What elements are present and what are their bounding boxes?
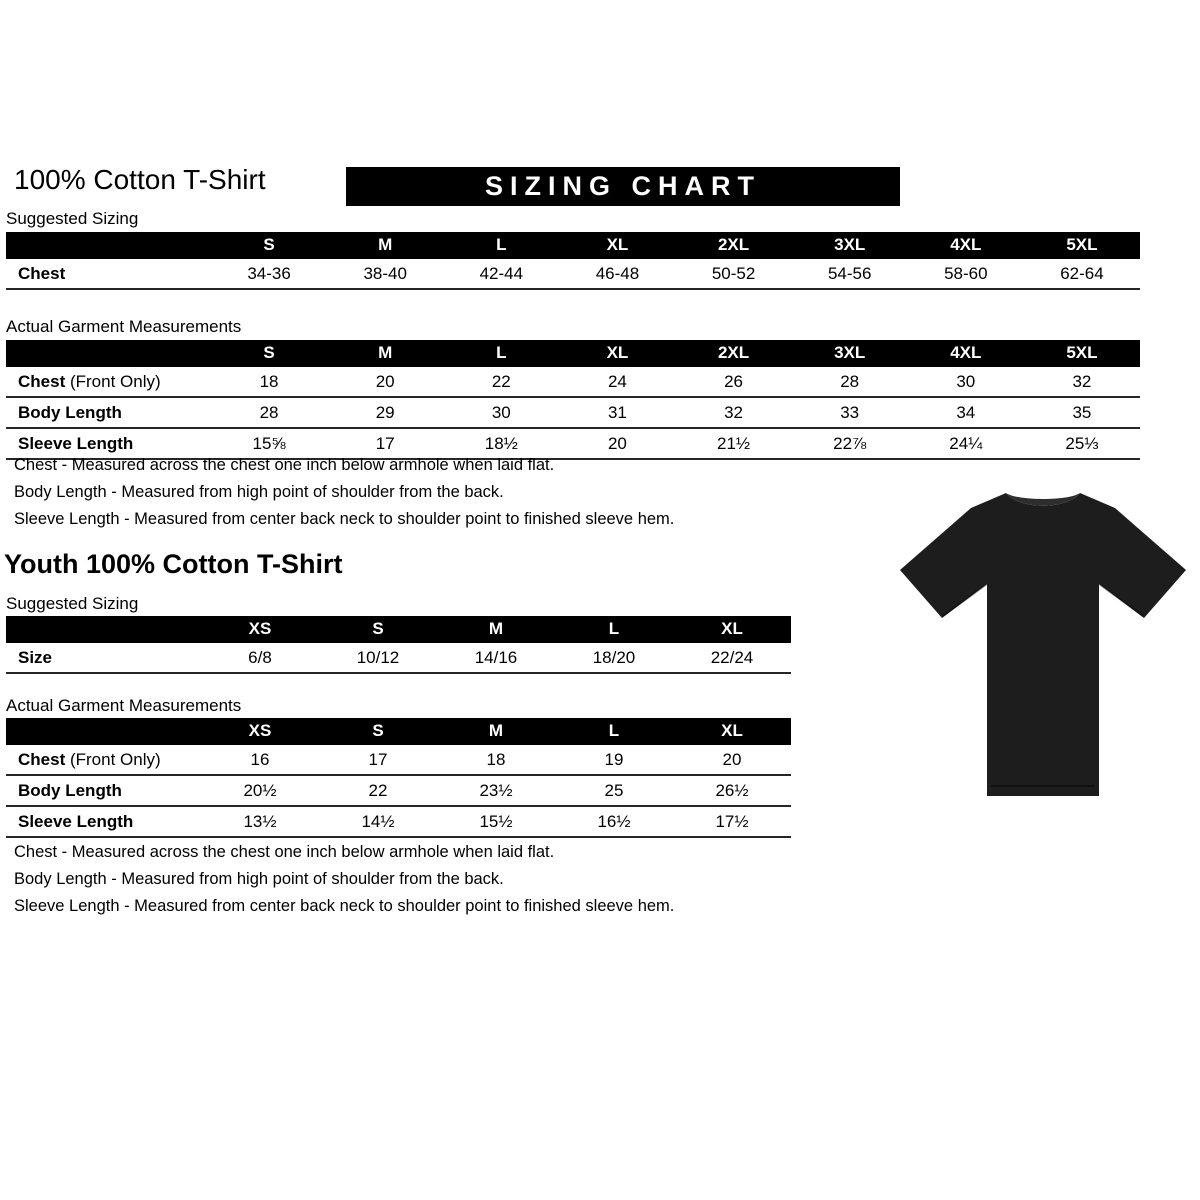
table-header-cell: 3XL	[792, 340, 908, 367]
sizing-chart-banner	[346, 167, 900, 206]
table-cell: 14½	[361, 812, 395, 831]
table-cell: 50-52	[711, 264, 756, 283]
table-cell: 34	[956, 403, 976, 422]
table-header-cell: XL	[559, 232, 675, 259]
table-cell: 16½	[597, 812, 631, 831]
size-table	[6, 340, 1140, 460]
youth-actual-measurements-label: Actual Garment Measurements	[6, 696, 242, 715]
table-cell: 26½	[715, 781, 749, 800]
table-cell: 17	[375, 434, 395, 453]
table-header-cell: XL	[559, 340, 675, 367]
table-cell: 10/12	[356, 648, 400, 667]
table-header-cell: M	[437, 718, 555, 745]
table-cell: 20½	[243, 781, 277, 800]
table-cell: 16	[250, 750, 270, 769]
table-cell: 20	[375, 372, 395, 391]
row-label: Chest (Front Only)	[18, 750, 161, 769]
table-header-cell: XS	[201, 718, 319, 745]
youth-note-chest: Chest - Measured across the chest one inch below armhole when laid flat.	[14, 843, 555, 861]
table-header-row	[6, 718, 791, 745]
table-cell: 15⅝	[252, 434, 286, 453]
tshirt-image	[893, 474, 1193, 806]
youth-note-sleeve-length: Sleeve Length - Measured from center back neck to shoulder point to finished sleeve hem.	[14, 897, 675, 915]
youth-actual-measurements-table	[6, 718, 791, 838]
table-cell: 28	[259, 403, 279, 422]
youth-section-title: Youth 100% Cotton T-Shirt	[4, 549, 343, 579]
table-header-cell-empty	[6, 232, 211, 259]
table-cell: 30	[956, 372, 976, 391]
table-cell: 18	[259, 372, 279, 391]
table-header-row	[6, 232, 1140, 259]
table-row	[6, 806, 791, 837]
table-row	[6, 367, 1140, 397]
table-cell: 46-48	[595, 264, 640, 283]
table-cell: 54-56	[827, 264, 872, 283]
table-header-cell: XS	[201, 616, 319, 643]
table-header-row	[6, 340, 1140, 367]
adult-suggested-sizing-label: Suggested Sizing	[6, 209, 139, 228]
table-header-cell: L	[443, 232, 559, 259]
table-cell: 21½	[717, 434, 751, 453]
row-label: Size	[18, 648, 53, 667]
row-label: Chest (Front Only)	[18, 372, 161, 391]
table-header-cell: L	[555, 718, 673, 745]
table-header-cell: M	[327, 340, 443, 367]
table-header-cell: 2XL	[676, 340, 792, 367]
row-label: Body Length	[18, 403, 122, 422]
table-header-cell: S	[211, 232, 327, 259]
table-cell: 33	[840, 403, 860, 422]
table-cell: 17	[368, 750, 388, 769]
table-header-cell: S	[211, 340, 327, 367]
table-header-row	[6, 616, 791, 643]
table-header-cell: M	[437, 616, 555, 643]
table-header-cell-empty	[6, 340, 211, 367]
table-cell: 26	[724, 372, 744, 391]
table-cell: 22	[368, 781, 388, 800]
table-row	[6, 259, 1140, 289]
adult-actual-measurements-table	[6, 340, 1140, 460]
adult-suggested-sizing-table	[6, 232, 1140, 290]
youth-suggested-sizing-label: Suggested Sizing	[6, 594, 139, 613]
size-table	[6, 616, 791, 674]
table-cell: 30	[491, 403, 511, 422]
table-cell: 25	[604, 781, 624, 800]
table-cell: 15½	[479, 812, 513, 831]
table-cell: 22	[491, 372, 511, 391]
table-header-cell-empty	[6, 718, 201, 745]
table-header-cell: XL	[673, 616, 791, 643]
youth-suggested-sizing-table	[6, 616, 791, 674]
table-header-cell-empty	[6, 616, 201, 643]
table-cell: 18/20	[592, 648, 636, 667]
table-header-cell: L	[443, 340, 559, 367]
table-cell: 35	[1072, 403, 1092, 422]
table-header-cell: L	[555, 616, 673, 643]
row-label: Body Length	[18, 781, 122, 800]
table-cell: 14/16	[474, 648, 518, 667]
table-row	[6, 775, 791, 806]
table-row	[6, 397, 1140, 428]
table-cell: 25⅓	[1065, 434, 1099, 453]
table-cell: 24¼	[949, 434, 983, 453]
table-header-cell: 4XL	[908, 232, 1024, 259]
table-cell: 42-44	[479, 264, 524, 283]
table-header-cell: S	[319, 718, 437, 745]
adult-note-sleeve-length: Sleeve Length - Measured from center back neck to shoulder point to finished sleeve hem.	[14, 510, 675, 528]
table-header-cell: 3XL	[792, 232, 908, 259]
table-cell: 20	[722, 750, 742, 769]
table-cell: 28	[840, 372, 860, 391]
table-row	[6, 643, 791, 673]
table-cell: 38-40	[363, 264, 407, 283]
table-cell: 22/24	[710, 648, 754, 667]
table-cell: 19	[604, 750, 624, 769]
table-cell: 13½	[243, 812, 277, 831]
size-table	[6, 718, 791, 838]
table-cell: 24	[607, 372, 627, 391]
table-cell: 6/8	[248, 648, 272, 667]
table-cell: 18	[486, 750, 506, 769]
table-cell: 34-36	[247, 264, 291, 283]
table-header-cell: 5XL	[1024, 232, 1140, 259]
table-row	[6, 428, 1140, 459]
table-cell: 32	[1072, 372, 1092, 391]
table-cell: 62-64	[1060, 264, 1104, 283]
table-header-cell: S	[319, 616, 437, 643]
table-row	[6, 745, 791, 775]
table-header-cell: 5XL	[1024, 340, 1140, 367]
table-cell: 22⅞	[833, 434, 867, 453]
tshirt-icon	[893, 474, 1193, 806]
table-header-cell: M	[327, 232, 443, 259]
adult-notes	[14, 456, 674, 537]
table-cell: 58-60	[944, 264, 988, 283]
table-cell: 17½	[715, 812, 749, 831]
adult-actual-measurements-label: Actual Garment Measurements	[6, 317, 242, 336]
page-title: 100% Cotton T-Shirt	[14, 164, 266, 195]
row-label: Sleeve Length	[18, 434, 134, 453]
table-cell: 23½	[479, 781, 513, 800]
size-table	[6, 232, 1140, 290]
youth-notes	[14, 843, 674, 924]
adult-note-chest: Chest - Measured across the chest one inch below armhole when laid flat.	[14, 456, 555, 474]
table-header-cell: 2XL	[676, 232, 792, 259]
row-label: Chest	[18, 264, 66, 283]
table-cell: 18½	[484, 434, 518, 453]
youth-note-body-length: Body Length - Measured from high point of shoulder from the back.	[14, 870, 504, 888]
table-header-cell: XL	[673, 718, 791, 745]
banner-text: SIZING CHART	[485, 171, 761, 201]
table-header-cell: 4XL	[908, 340, 1024, 367]
table-cell: 32	[724, 403, 744, 422]
table-cell: 29	[375, 403, 395, 422]
adult-note-body-length: Body Length - Measured from high point of shoulder from the back.	[14, 483, 504, 501]
row-label: Sleeve Length	[18, 812, 134, 831]
table-cell: 20	[607, 434, 627, 453]
table-cell: 31	[607, 403, 627, 422]
